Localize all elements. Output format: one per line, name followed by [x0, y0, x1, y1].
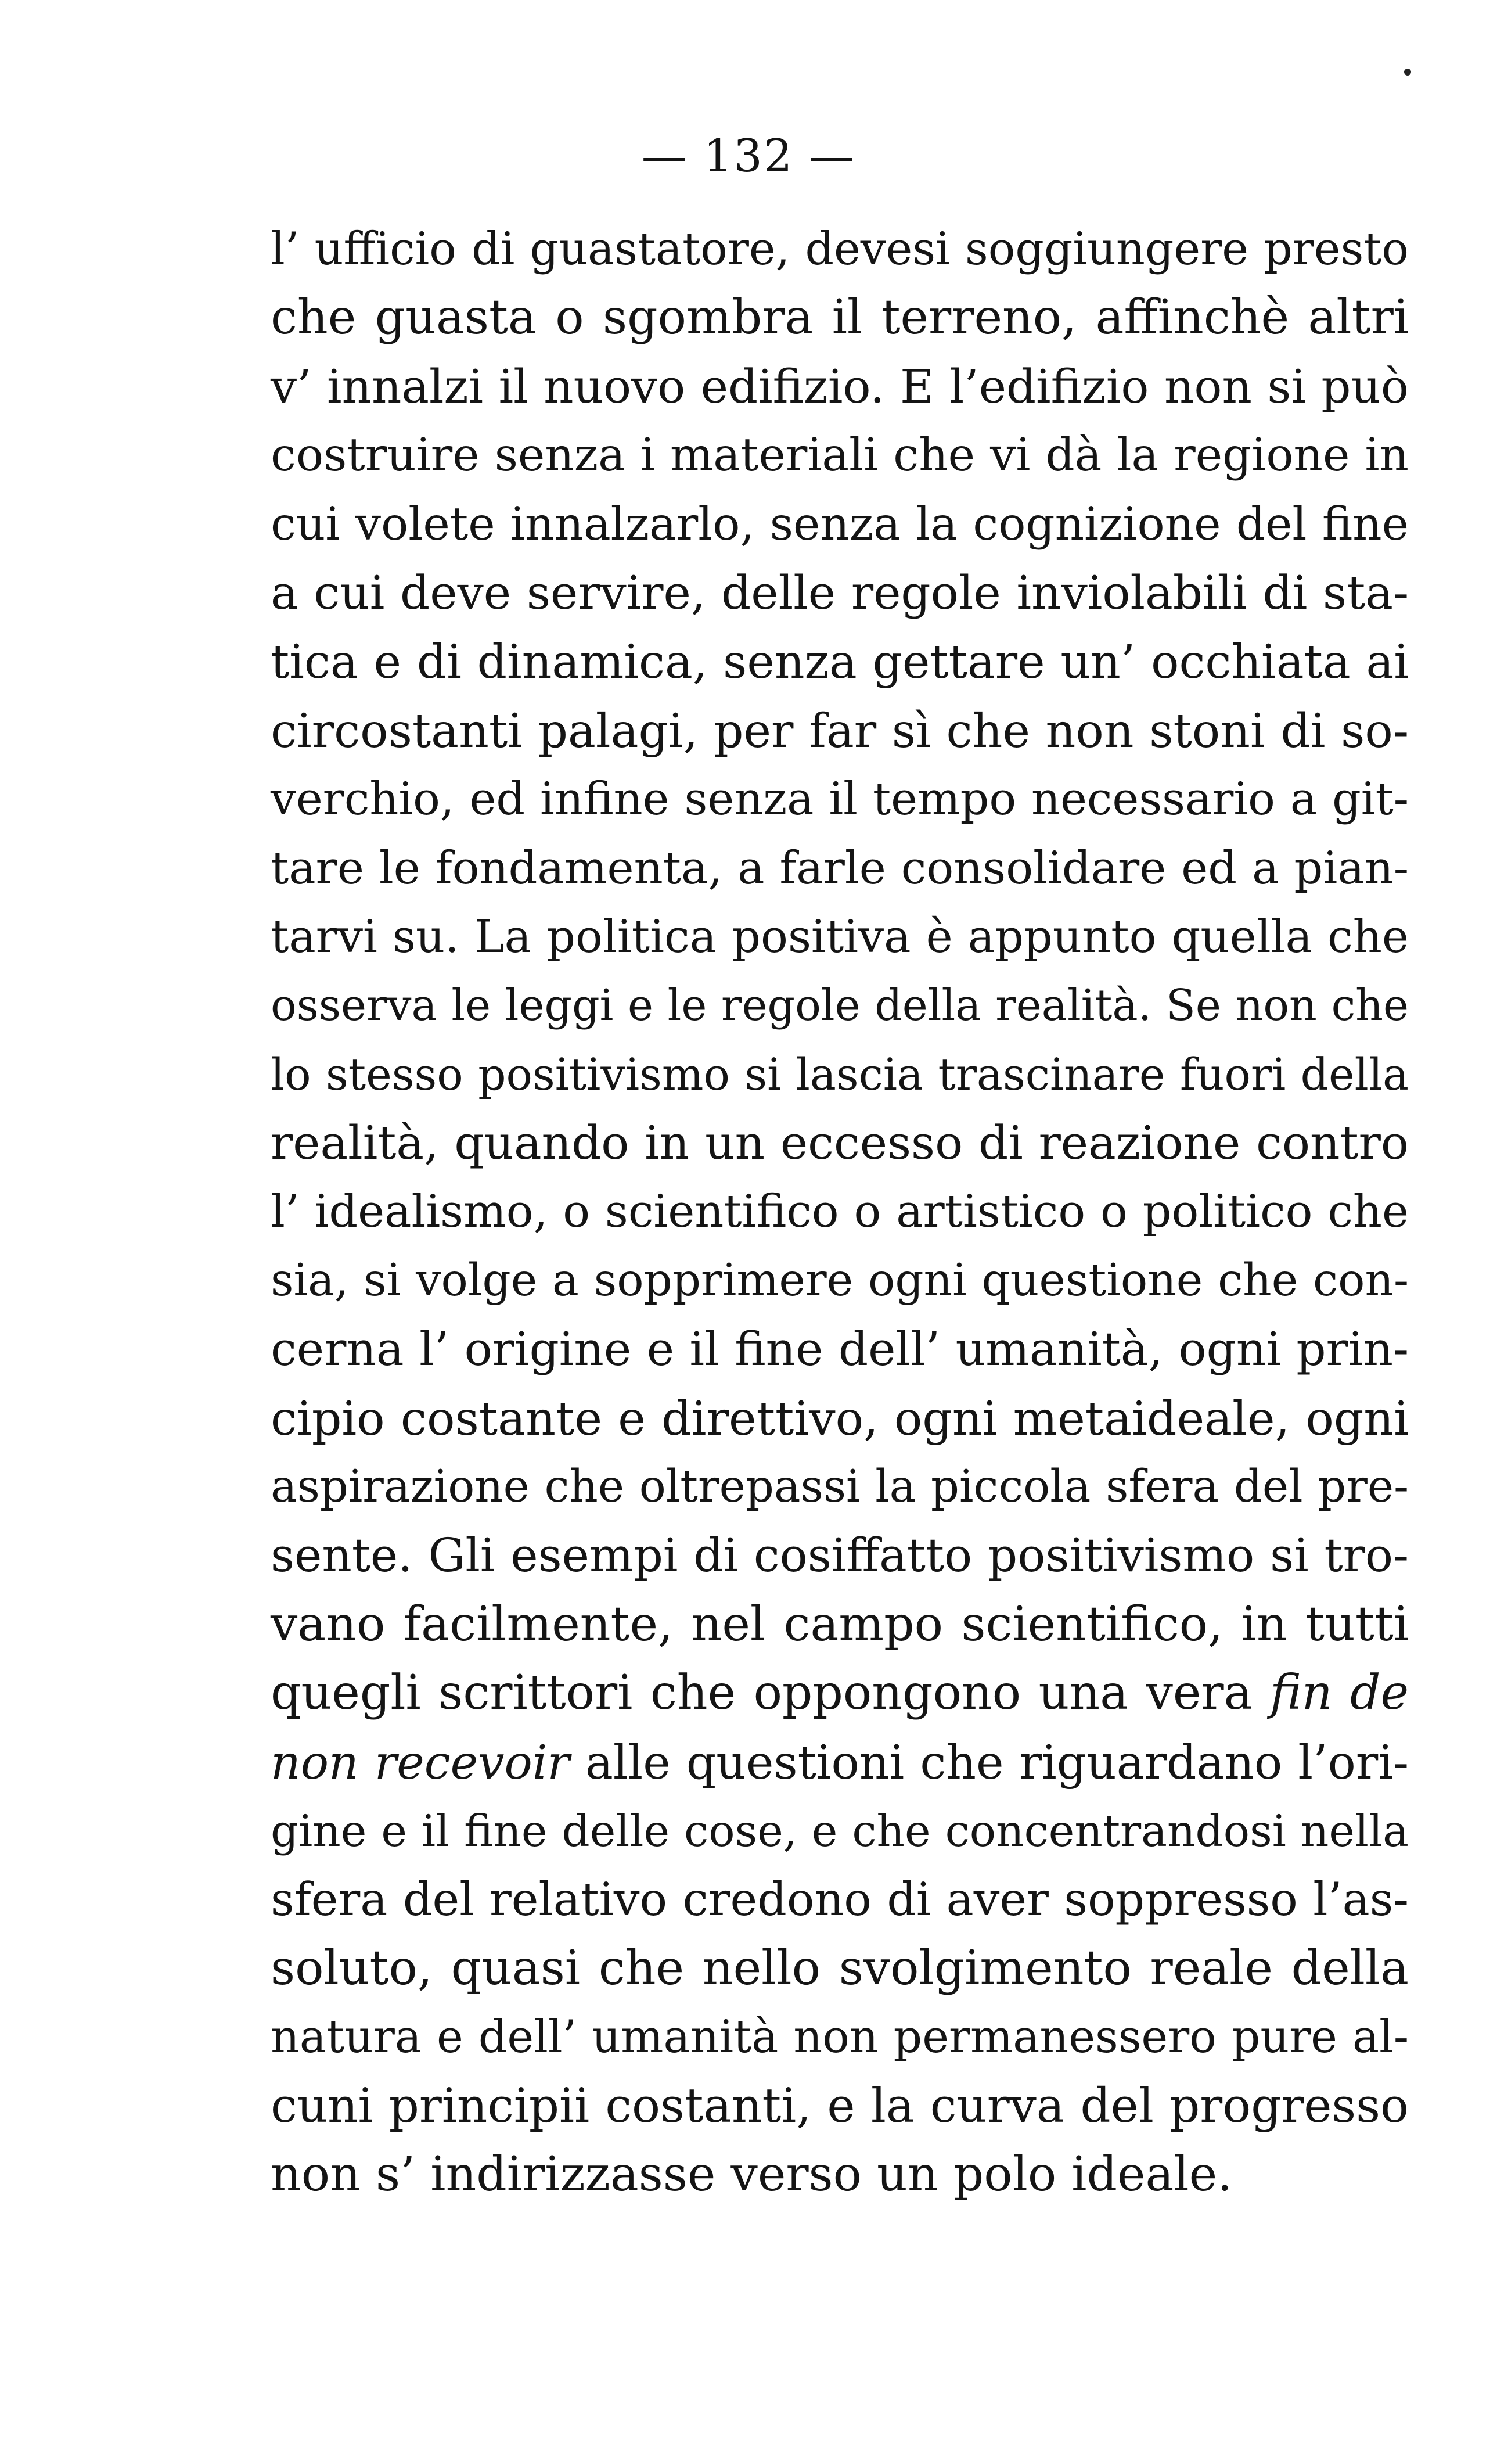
text-line-10: tare le fondamenta, a farle consolidare ed a pian- — [271, 842, 1409, 895]
text-line-13: lo stesso positivismo si lascia trascinare fuori della — [271, 1048, 1409, 1100]
text-line-21: vano facilmente, nel campo scientifico, in tutti — [271, 1596, 1409, 1652]
ink-speck — [1404, 69, 1411, 76]
text-line-1: l’ ufficio di guastatore, devesi soggiungere presto — [271, 223, 1409, 275]
text-line-3: v’ innalzi il nuovo edifizio. E l’edifizio non si può — [271, 359, 1409, 414]
text-line-15: l’ idealismo, o scientifico o artistico o politico che — [271, 1186, 1409, 1238]
text-line-11: tarvi su. La politica positiva è appunto quella che — [271, 910, 1409, 963]
text-line-12: osserva le leggi e le regole della realità. Se non che — [271, 980, 1409, 1031]
text-line-17: cerna l’ origine e il fine dell’ umanità, ogni prin- — [271, 1322, 1409, 1377]
text-line-22 — [271, 1659, 1409, 1727]
text-line-23 — [271, 1728, 1409, 1797]
text-line-8: circostanti palagi, per far sì che non stoni di so- — [271, 703, 1409, 758]
text-line-9: verchio, ed infine senza il tempo necessario a git- — [271, 773, 1409, 826]
text-line-2: che guasta o sgombra il terreno, affinchè altri — [271, 290, 1409, 346]
text-line-16: sia, si volge a sopprimere ogni questione che con- — [271, 1254, 1409, 1306]
text-line-25: sfera del relativo credono di aver soppresso l’as- — [271, 1873, 1409, 1927]
page-number: — 132 — — [641, 130, 856, 182]
text-line-14: realità, quando in un eccesso di reazione contro — [271, 1116, 1409, 1170]
text-line-18: cipio costante e direttivo, ogni metaideale, ogni — [271, 1391, 1409, 1446]
text-line-5: cui volete innalzarlo, senza la cognizione del fine — [271, 497, 1409, 551]
text-line-26: soluto, quasi che nello svolgimento reale della — [271, 1940, 1409, 1996]
italic-phrase-2: non recevoir — [271, 1734, 570, 1790]
text-line-22-roman: quegli scrittori che oppongono una vera — [271, 1665, 1253, 1721]
text-line-29: non s’ indirizzasse verso un polo ideale. — [271, 2146, 1233, 2202]
body-text — [271, 215, 1409, 2209]
text-line-27: natura e dell’ umanità non permanessero pure al- — [271, 2011, 1409, 2064]
text-line-6: a cui deve servire, delle regole inviolabili di sta- — [271, 565, 1409, 620]
text-line-19: aspirazione che oltrepassi la piccola sfera del pre- — [271, 1461, 1409, 1513]
italic-phrase-1: fin de — [1270, 1665, 1409, 1721]
text-line-23-roman: alle questioni che riguardano l’ori- — [585, 1734, 1409, 1790]
text-line-4: costruire senza i materiali che vi dà la regione in — [271, 429, 1409, 482]
text-line-28: cuni principii costanti, e la curva del progresso — [271, 2078, 1409, 2133]
text-line-24: gine e il fine delle cose, e che concentrandosi nella — [271, 1805, 1409, 1856]
text-line-7: tica e di dinamica, senza gettare un’ occhiata ai — [271, 634, 1409, 689]
text-line-20: sente. Gli esempi di cosiffatto positivismo si tro- — [271, 1528, 1409, 1583]
